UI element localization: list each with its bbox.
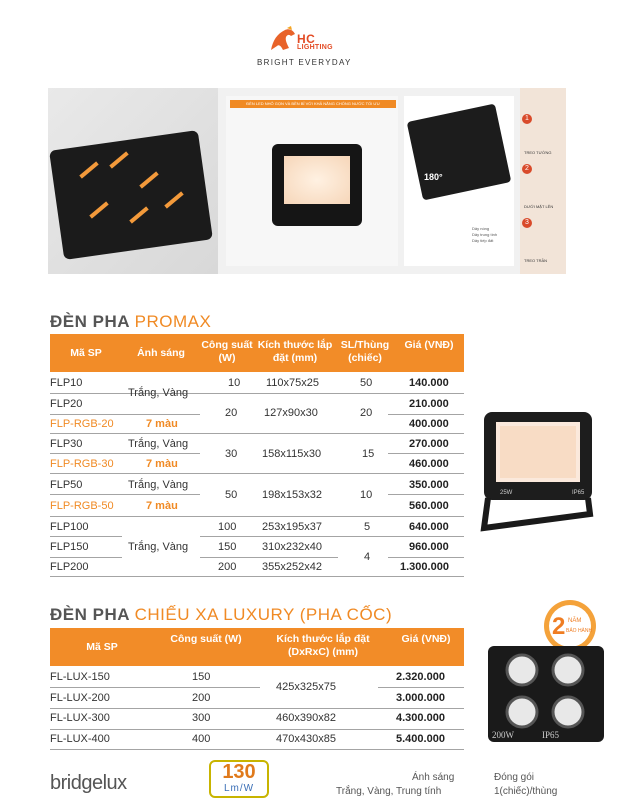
promax-price: 140.000 [409, 377, 449, 389]
promax-header-qty: SL/Thùng (chiếc) [336, 339, 394, 365]
promax-table-header [50, 334, 464, 372]
promax-qty: 10 [360, 489, 373, 501]
promax-power: 20 [225, 407, 238, 419]
luxury-lamp-ip: IP65 [542, 730, 560, 740]
wire-label-neutral: Dây trung tính [472, 232, 498, 237]
promax-dims: 110x75x25 [266, 377, 320, 389]
light-value: Trắng, Vàng, Trung tính [336, 786, 442, 797]
banner-features-panel [226, 96, 398, 266]
promax-dims: 198x153x32 [262, 489, 322, 501]
luxury-power: 200 [192, 692, 211, 704]
promax-code: FLP30 [50, 438, 83, 450]
banner-rotation-panel [404, 96, 514, 266]
promax-price: 960.000 [409, 541, 449, 553]
light-label: Ánh sáng [412, 772, 455, 783]
mount-label-wall: TREO TƯỜNG [524, 150, 552, 155]
promax-light-rgb: 7 màu [146, 458, 178, 470]
luxury-price: 3.000.000 [396, 692, 445, 704]
promax-power: 100 [218, 521, 237, 533]
rotation-angle: 180° [424, 172, 443, 182]
promax-header-dims: Kích thước lắp đặt (mm) [254, 339, 336, 365]
luxury-power: 400 [192, 733, 211, 745]
wire-label-hot: Dây nóng [472, 226, 490, 231]
luxury-lamp-image [484, 640, 610, 746]
promax-price: 1.300.000 [400, 561, 449, 573]
efficiency-badge [209, 760, 269, 798]
promax-light-rgb: 7 màu [146, 418, 178, 430]
lamp-back-image [407, 104, 512, 201]
promax-price: 400.000 [409, 418, 449, 430]
pack-label: Đóng gói [494, 772, 535, 783]
promax-dims: 310x232x40 [262, 541, 322, 553]
promax-dims: 127x90x30 [264, 407, 318, 419]
luxury-power: 300 [192, 712, 211, 724]
promax-light: Trắng, Vàng [128, 438, 189, 450]
mount-step-1: 1 [522, 114, 532, 124]
promax-lamp-watt: 25W [500, 490, 513, 496]
luxury-power: 150 [192, 671, 211, 683]
promax-qty: 20 [360, 407, 373, 419]
promax-dims: 355x252x42 [262, 561, 322, 573]
promax-power: 50 [225, 489, 238, 501]
luxury-code: FL-LUX-150 [50, 671, 110, 683]
promax-light-rgb: 7 màu [146, 500, 178, 512]
banner-feature-title: ĐÈN LED NHỎ GỌN VÀ BỀN BỈ VỚI KHẢ NĂNG CHỐNG NƯỚC TỐI ƯU [230, 100, 396, 108]
luxury-header-code: Mã SP [50, 641, 154, 654]
luxury-header-power: Công suất (W) [154, 633, 258, 646]
promax-price: 640.000 [409, 521, 449, 533]
promax-light: Trắng, Vàng [128, 387, 189, 399]
luxury-table-header [50, 628, 464, 666]
product-banner [48, 88, 566, 274]
promax-code: FLP150 [50, 541, 89, 553]
promax-qty: 5 [364, 521, 371, 533]
promax-code: FLP-RGB-50 [50, 500, 114, 512]
promax-qty: 4 [364, 551, 371, 563]
luxury-header-dims: Kích thước lắp đặt (DxRxC) (mm) [258, 633, 388, 659]
promax-code: FLP10 [50, 377, 83, 389]
promax-title: ĐÈN PHA PROMAX [50, 312, 212, 331]
promax-dims: 158x115x30 [262, 448, 322, 460]
promax-power: 200 [218, 561, 237, 573]
luxury-price: 2.320.000 [396, 671, 445, 683]
promax-header-price: Giá (VNĐ) [394, 339, 464, 352]
luxury-code: FL-LUX-200 [50, 692, 110, 704]
brand-slogan: BRIGHT EVERYDAY [257, 58, 352, 67]
brand-name: HC LIGHTING [297, 32, 333, 51]
warranty-unit: NĂM [568, 618, 582, 624]
luxury-title: ĐÈN PHA CHIẾU XA LUXURY (PHA CỐC) [50, 605, 393, 624]
promax-header-code: Mã SP [50, 347, 122, 360]
promax-lamp-ip: IP65 [572, 490, 585, 496]
banner-heatsink-panel [48, 88, 218, 274]
promax-light: Trắng, Vàng [128, 479, 189, 491]
promax-qty: 50 [360, 377, 373, 389]
promax-price: 350.000 [409, 479, 449, 491]
heatsink-image [49, 130, 213, 260]
luxury-code: FL-LUX-300 [50, 712, 110, 724]
promax-power: 30 [225, 448, 238, 460]
promax-lamp-image [478, 408, 596, 532]
lamp-front-image [272, 144, 362, 226]
promax-price: 460.000 [409, 458, 449, 470]
mount-label-floor: DƯỚI MẶT LÊN [524, 204, 554, 209]
luxury-price: 5.400.000 [396, 733, 445, 745]
mount-step-3: 3 [522, 218, 532, 228]
luxury-lamp-watt: 200W [492, 730, 514, 740]
mount-label-ceiling: TREO TRẦN [524, 258, 548, 263]
promax-price: 270.000 [409, 438, 449, 450]
promax-code: FLP20 [50, 398, 83, 410]
promax-code: FLP100 [50, 521, 89, 533]
bridgelux-logo: bridgelux [50, 772, 127, 794]
warranty-text: BẢO HÀNH [566, 628, 593, 634]
promax-code: FLP200 [50, 561, 89, 573]
luxury-dims: 460x390x82 [276, 712, 336, 724]
horse-logo-icon [267, 26, 299, 54]
luxury-header-price: Giá (VNĐ) [388, 633, 464, 646]
efficiency-value: 130 [222, 761, 256, 783]
promax-code: FLP-RGB-30 [50, 458, 114, 470]
promax-power: 10 [228, 377, 241, 389]
luxury-dims: 425x325x75 [276, 681, 336, 693]
promax-header-power: Công suất (W) [201, 339, 253, 364]
promax-price: 210.000 [409, 398, 449, 410]
efficiency-unit: Lm/W [223, 783, 255, 794]
luxury-dims: 470x430x85 [276, 733, 336, 745]
promax-code: FLP-RGB-20 [50, 418, 114, 430]
luxury-price: 4.300.000 [396, 712, 445, 724]
promax-qty: 15 [362, 448, 375, 460]
pack-value: 1(chiếc)/thùng [494, 786, 558, 797]
promax-price: 560.000 [409, 500, 449, 512]
luxury-code: FL-LUX-400 [50, 733, 110, 745]
warranty-years: 2 [552, 613, 566, 640]
promax-light: Trắng, Vàng [128, 541, 189, 553]
wire-label-ground: Dây tiếp đất [472, 238, 494, 243]
promax-code: FLP50 [50, 479, 83, 491]
promax-dims: 253x195x37 [262, 521, 322, 533]
brand-logo [255, 24, 375, 70]
promax-power: 150 [218, 541, 237, 553]
promax-header-light: Ánh sáng [122, 347, 200, 360]
banner-mounting-panel [520, 88, 566, 274]
mount-step-2: 2 [522, 164, 532, 174]
